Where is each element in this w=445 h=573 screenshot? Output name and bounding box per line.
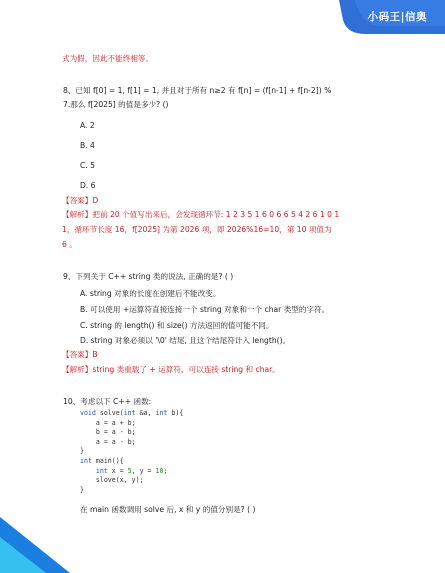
q8-option-d: D. 6 (80, 181, 96, 190)
code-line: a = a + b; (80, 418, 136, 427)
q10-question: 在 main 函数调用 solve 后, x 和 y 的值分别是? ( ) (80, 505, 256, 514)
code-line: void solve(int &a, int b){ (80, 409, 184, 417)
q8-analysis-line2: 1，循环节长度 16，f[2025] 为第 2026 项，即 2026%16=10，第 10 项值为 (62, 225, 332, 234)
q8-option-a: A. 2 (80, 121, 95, 130)
q9-stem: 9、下列关于 C++ string 类的说法, 正确的是? ( ) (63, 272, 234, 281)
code-line: int x = 5, y = 10; (95, 466, 168, 475)
q8-stem-line1: 8、已知 f[0] = 1, f[1] = 1, 并且对于所有 n≥2 有 f[n] = (f[n-1] + f[n-2]) % (63, 86, 332, 95)
q8-analysis-line1: 【解析】把前 20 个值写出来后，会发现循环节: 1 2 3 5 1 6 0 6 6 5 4 2 6 1 0 1 (62, 210, 340, 219)
q8-option-c: C. 5 (80, 161, 95, 170)
q8-option-b: B. 4 (80, 141, 95, 150)
brand-logo: 小码王|信奥 (367, 11, 427, 23)
code-line: slove(x, y); (80, 476, 144, 485)
code-line: b = a - b; (80, 428, 136, 437)
q9-option-a: A. string 对象的长度在创建后不能改变。 (80, 289, 221, 298)
q10-code-block (80, 409, 183, 495)
code-line: } (80, 447, 84, 456)
q9-option-d: D. string 对象必须以 '\0' 结尾, 且这个结尾符计入 length()。 (80, 336, 291, 345)
q10-stem: 10、考虑以下 C++ 函数: (63, 397, 152, 406)
previous-answer-tail: 式为假，因此不能终相等。 (62, 54, 154, 63)
q9-analysis: 【解析】string 类重载了 + 运算符，可以连接 string 和 char。 (62, 365, 280, 374)
q8-answer: 【答案】D (62, 196, 99, 205)
q9-answer: 【答案】B (62, 350, 98, 359)
q9-option-c: C. string 的 length() 和 size() 方法返回的值可能不同。 (80, 321, 274, 330)
corner-decoration (0, 503, 70, 573)
code-line: } (80, 485, 84, 494)
q8-stem-line2: 7.那么 f[2025] 的值是多少? () (63, 100, 169, 109)
code-line: int main(){ (80, 456, 124, 465)
q8-analysis-line3: 6 。 (62, 240, 77, 249)
code-line: a = a - b; (80, 437, 136, 446)
q9-option-b: B. 可以使用 +运算符直接连接一个 string 对象和一个 char 类型的字符。 (80, 305, 330, 314)
